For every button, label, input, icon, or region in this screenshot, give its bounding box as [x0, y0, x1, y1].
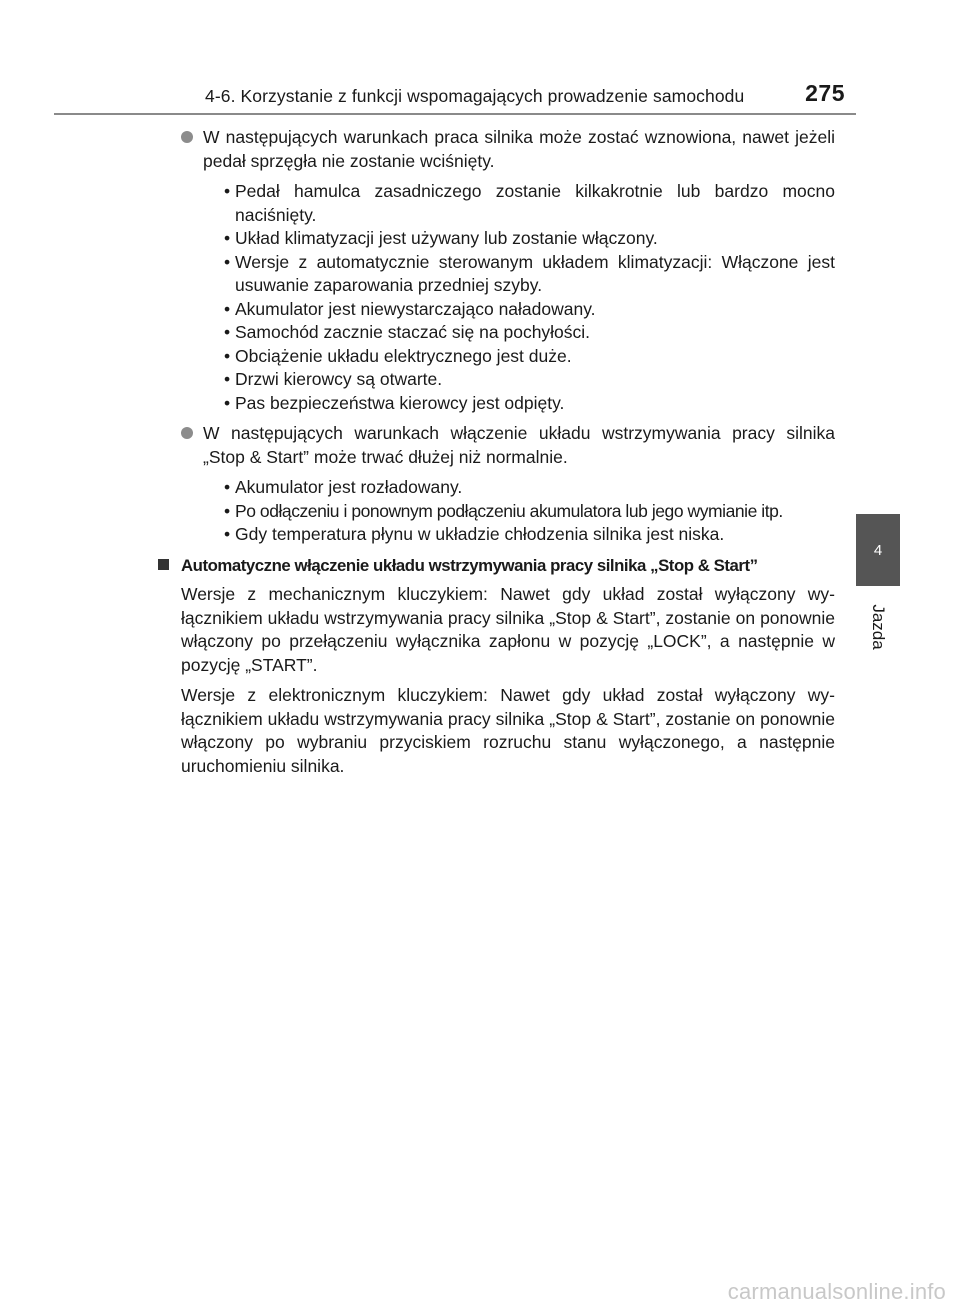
bullet-text: W następujących warunkach włączenie układu wstrzymywania pracy silnika „Stop & Start” może trwać dłużej niż normalnie. — [203, 423, 835, 467]
page-content — [181, 126, 835, 785]
list-item-text: Drzwi kierowcy są otwarte. — [235, 369, 443, 389]
list-item-text: Po odłączeniu i ponownym podłączeniu akumulatora lub jego wymianie itp. — [235, 500, 783, 521]
bullet-dot: • — [224, 322, 231, 342]
paragraph-electronic-key: Wersje z elektronicznym kluczykiem: Nawet gdy układ został wyłączony wy- łącznikiem układu wstrzymywania pracy silnika „Stop & Start”, zostanie on ponownie włączony po wybraniu przyciskiem rozruchu stanu wyłączonego, a następnie uruchomieniu silnika. — [181, 685, 835, 776]
list-item — [203, 321, 835, 345]
section-heading-text: Automatyczne włączenie układu wstrzymywania pracy silnika „Stop & Start” — [181, 555, 758, 575]
paragraph-mechanical-key: Wersje z mechanicznym kluczykiem: Nawet gdy układ został wyłączony wy- łącznikiem układu wstrzymywania pracy silnika „Stop & Start”, zostanie on ponownie włączony po przełączeniu wyłącznika zapłonu w pozycję „LOCK”, a następnie w pozycję „START”. — [181, 584, 835, 675]
bullet-dot: • — [224, 369, 231, 389]
page-number: 275 — [805, 80, 845, 106]
bullet-text: W następujących warunkach praca silnika może zostać wznowiona, nawet jeżeli pedał sprzęgła nie zostanie wciśnięty. — [203, 127, 835, 171]
list-item — [203, 476, 835, 500]
list-item-text: Akumulator jest rozładowany. — [235, 477, 463, 497]
list-item — [203, 227, 835, 251]
list-item — [203, 345, 835, 369]
section-heading — [158, 554, 835, 578]
condition-list — [203, 180, 835, 415]
bullet-dot: • — [224, 345, 231, 366]
bullet-dot: • — [224, 251, 231, 272]
chapter-label-text: Jazda — [869, 604, 888, 650]
list-item-text: Obciążenie układu elektrycznego jest duże. — [235, 345, 572, 366]
bullet-dot: • — [224, 500, 230, 521]
header-divider — [54, 113, 856, 115]
list-item-text: Pas bezpieczeństwa kierowcy jest odpięty. — [235, 392, 565, 413]
list-item — [203, 251, 835, 298]
square-bullet-icon — [158, 559, 169, 570]
list-item — [203, 392, 835, 416]
list-item — [203, 368, 835, 392]
list-item — [203, 180, 835, 227]
list-item-text: Gdy temperatura płynu w układzie chłodzenia silnika jest niska. — [235, 524, 725, 544]
chapter-number: 4 — [873, 541, 883, 559]
bullet-dot: • — [224, 392, 231, 413]
list-item-text: Wersje z automatycznie sterowanym układem klimatyzacji: Włączone jest usuwanie zaparowania przedniej szyby. — [235, 251, 835, 295]
list-item-text: Samochód zacznie staczać się na pochyłości. — [235, 322, 591, 342]
circle-bullet-icon — [181, 131, 193, 143]
chapter-tab[interactable] — [856, 514, 900, 586]
circle-bullet-icon — [181, 427, 193, 439]
bullet-dot: • — [224, 477, 231, 497]
list-item — [203, 298, 835, 322]
bullet-dot: • — [224, 228, 231, 248]
page-header — [205, 80, 845, 110]
bullet-dot: • — [224, 181, 231, 201]
bullet-dot: • — [224, 524, 231, 544]
section-title: 4-6. Korzystanie z funkcji wspomagających prowadzenie samochodu — [205, 86, 745, 106]
chapter-label — [856, 592, 900, 662]
bullet-block-delayed-activation — [181, 422, 835, 547]
list-item — [203, 523, 835, 547]
bullet-block-resume-conditions — [181, 126, 835, 415]
watermark: carmanualsonline.info — [727, 1279, 946, 1304]
list-item-text: Układ klimatyzacji jest używany lub zostanie włączony. — [235, 228, 658, 248]
condition-list — [203, 476, 835, 547]
list-item-text: Pedał hamulca zasadniczego zostanie kilkakrotnie lub bardzo mocno naciśnięty. — [235, 181, 835, 225]
list-item — [203, 500, 835, 524]
list-item-text: Akumulator jest niewystarczająco naładowany. — [235, 298, 596, 319]
bullet-dot: • — [224, 298, 231, 319]
